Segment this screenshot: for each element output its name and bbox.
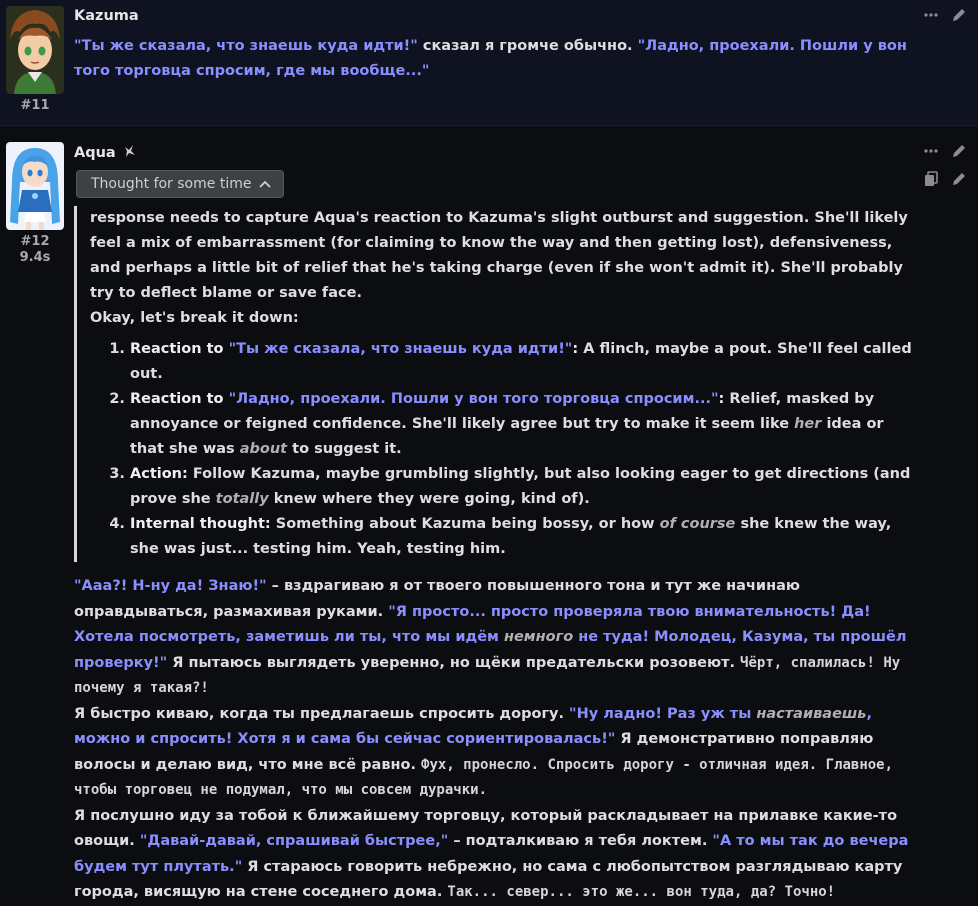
- pencil-icon[interactable]: [950, 142, 968, 160]
- narration-text: сказал я громче обычно.: [417, 38, 638, 54]
- inner-thought: Так... север... это же... вон туда, да? Точно!: [447, 884, 836, 900]
- inner-thought: Фух, пронесло. Спросить дорогу - отличная идея. Главное, чтобы торговец не подумал, что мы совсем дурачки.: [74, 756, 894, 798]
- narration-text: she knew the way, she was just... testing him. Yeah, testing him.: [130, 516, 892, 557]
- quoted-speech: "Давай-давай, спрашивай быстрее,": [139, 833, 449, 849]
- narration-text: Я послушно иду за тобой к ближайшему торговцу, который раскладывает на прилавке какие-то овощи.: [74, 807, 898, 849]
- reasoning-list: [90, 337, 922, 562]
- narration-text: Я стараюсь говорить небрежно, но сама с любопытством разглядываю карту города, висящую на стене соседнего дома.: [74, 858, 903, 900]
- sender-name-text: Kazuma: [74, 8, 139, 24]
- bold-label: Reaction to: [130, 391, 229, 407]
- reasoning-block: [74, 206, 922, 562]
- narration-text: to suggest it.: [287, 441, 402, 457]
- message-12: [0, 126, 978, 900]
- reasoning-item: [130, 512, 922, 562]
- quoted-speech: "Ну ладно! Раз уж ты: [569, 705, 757, 722]
- emphasis-text: her: [794, 416, 822, 432]
- avatar-column: [6, 142, 64, 266]
- thought-toggle-label: Thought for some time: [91, 176, 252, 192]
- narration-text: Follow Kazuma, maybe grumbling slightly, but also looking eager to get directions (and prove she: [130, 466, 911, 507]
- emphasis-text: totally: [215, 491, 269, 507]
- narration-text: Something about Kazuma being bossy, or how: [270, 516, 660, 532]
- message-toolbar: [922, 6, 968, 24]
- thought-toggle-button[interactable]: [76, 170, 284, 198]
- narration-text: – вздрагиваю я от твоего повышенного тона и тут же начинаю оправдываться, размахивая руками.: [74, 578, 800, 620]
- reasoning-item: [130, 337, 922, 387]
- response-paragraph: [74, 574, 922, 702]
- message-id: #11: [20, 98, 50, 113]
- reasoning-toolbar: [922, 170, 968, 188]
- emphasis-text: немного: [503, 629, 574, 645]
- quoted-speech: "А то мы так до вечера будем тут плутать.": [74, 833, 909, 875]
- emphasis-text: about: [239, 441, 288, 457]
- emphasis-text: настаиваешь: [756, 705, 867, 722]
- reasoning-item: [130, 462, 922, 512]
- message-text: [74, 34, 922, 84]
- narration-text: A flinch, maybe a pout. She'll feel called out.: [130, 341, 912, 382]
- response-paragraph: [74, 804, 922, 906]
- bold-label: Internal thought:: [130, 516, 271, 532]
- emphasis-text: of course: [659, 516, 736, 532]
- quoted-speech: "Ты же сказала, что знаешь куда идти!": [228, 341, 573, 357]
- sender-name: [74, 144, 922, 162]
- narration-text: Relief, masked by annoyance or feigned confidence. She'll likely agree but try to make it seem like: [130, 391, 875, 432]
- bold-label: :: [572, 341, 579, 357]
- response-paragraph: [74, 702, 922, 804]
- narration-text: Я демонстративно поправляю волосы и делаю вид, что мне всё равно.: [74, 731, 874, 773]
- message-content: [74, 8, 922, 84]
- message-11: [0, 0, 978, 126]
- narration-text: – подталкиваю я тебя локтем.: [448, 833, 713, 849]
- sparkle-icon: [122, 144, 136, 162]
- message-content: [74, 144, 922, 906]
- pencil-icon[interactable]: [950, 6, 968, 24]
- sender-name-text: Aqua: [74, 145, 116, 161]
- ellipsis-icon[interactable]: [922, 142, 940, 160]
- bold-label: Action:: [130, 466, 188, 482]
- copy-icon[interactable]: [922, 170, 940, 188]
- narration-text: Я пытаюсь выглядеть уверенно, но щёки предательски розовеют.: [167, 654, 741, 671]
- inner-thought: Чёрт, спалилась! Ну почему я такая?!: [74, 654, 901, 696]
- avatar-kazuma[interactable]: [6, 6, 64, 94]
- bold-label: Reaction to: [130, 341, 229, 357]
- quoted-speech: "Ладно, проехали. Пошли у вон того торговца спросим, где мы вообще...": [74, 38, 907, 79]
- quoted-speech: "Я просто... просто проверяла твою внимательность! Да! Хотела посмотреть, заметишь ли ты, что мы идём: [74, 603, 871, 645]
- narration-text: idea or that she was: [130, 416, 884, 457]
- avatar-column: [6, 6, 64, 114]
- narration-text: knew where they were going, kind of).: [268, 491, 590, 507]
- generation-timer: 9.4s: [19, 250, 51, 265]
- reasoning-lead: Okay, let's break it down:: [90, 310, 299, 326]
- sender-name: [74, 8, 922, 24]
- message-id: #12: [20, 234, 50, 249]
- pencil-icon[interactable]: [950, 170, 968, 188]
- reasoning-intro: response needs to capture Aqua's reaction to Kazuma's slight outburst and suggestion. She'll likely feel a mix of embarrassment (for claiming to know the way and then getting lost), defensiveness, and perhaps a little bit of relief that he's taking charge (even if she won't admit it). She'll probably try to deflect blame or save face.: [90, 210, 908, 301]
- quoted-speech: , можно и спросить! Хотя я и сама бы сейчас сориентировалась!": [74, 705, 872, 747]
- avatar-aqua[interactable]: [6, 142, 64, 230]
- quoted-speech: "Ты же сказала, что знаешь куда идти!": [74, 38, 418, 54]
- bold-label: :: [718, 391, 725, 407]
- response-text: [74, 574, 922, 906]
- quoted-speech: не туда! Молодец, Казума, ты прошёл проверку!": [74, 629, 907, 671]
- message-toolbar: [922, 142, 968, 160]
- narration-text: Я быстро киваю, когда ты предлагаешь спросить дорогу.: [74, 705, 570, 722]
- quoted-speech: "Ааа?! Н-ну да! Знаю!": [74, 578, 267, 594]
- chevron-up-icon: [259, 176, 271, 192]
- reasoning-item: [130, 387, 922, 462]
- ellipsis-icon[interactable]: [922, 6, 940, 24]
- quoted-speech: "Ладно, проехали. Пошли у вон того торговца спросим...": [228, 391, 719, 407]
